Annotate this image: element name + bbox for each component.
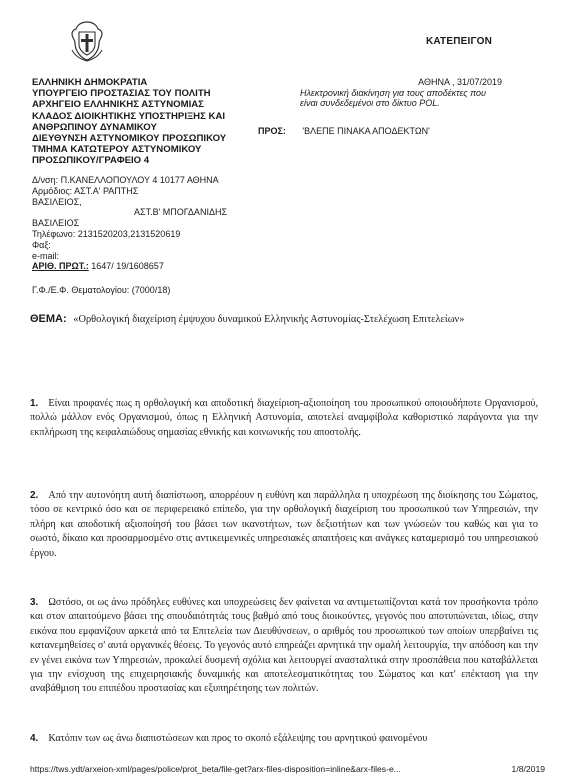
date-line: ΑΘΗΝΑ , 31/07/2019 [418, 77, 502, 87]
address-line: Δ/νση: Π.ΚΑΝΕΛΛΟΠΟΥΛΟΥ 4 10177 ΑΘΗΝΑ [32, 175, 219, 185]
phone-line: Τηλέφωνο: 2131520203,2131520619 [32, 228, 181, 239]
officer-line: ΑΣΤ.Β' ΜΠΟΓΔΑΝΙΔΗΣ [134, 207, 228, 218]
paragraph-text: Από την αυτονόητη αυτή διαπίστωση, απορρέουν η ευθύνη και παράλληλα η υποχρέωση της διοίκησης του Σώματος, τόσο σε κεντρικό όσο και σε περιφερειακό επίπεδο, για την ορθολογική διαχείριση του προσωπικού των Υπηρεσιών, την πλήρη και αποδοτική αξιοποίησή του βάσει των ικανοτήτων, των δεξιοτήτων και των γνώσεών του καθώς και για το σωστό, δίκαιο και προσαρμοσμένο στις αντικειμενικές υπηρεσιακές απαιτήσεις και ανάγκες καταμερισμό του υπηρεσιακού έργου. [30, 490, 538, 559]
subject-text: «Ορθολογική διαχείριση έμψυχου δυναμικού Ελληνικής Αστυνομίας-Στελέχωση Επιτελείων» [73, 314, 465, 325]
distribution-note: είναι συνδεδεμένοι στο δίκτυο POL. [300, 98, 440, 109]
paragraph-text: Ωστόσο, οι ως άνω πρόδηλες ευθύνες και υποχρεώσεις δεν φαίνεται να αντιμετωπίζονται κατά τον προσήκοντα τρόπο και στον απαιτούμενο βάσει της σπουδαιότητάς τους βαθμό από τους διοικούντες, γεγονός που αποτυπώνεται, ιδίως, στην εικόνα που εμφανίζουν αρκετά από τα Επιτελεία των Διευθύνσεων, ο αριθμός του προσωπικού των οποίων υπερβαίνει τις κατανεμηθείσες σ' αυτά οργανικές θέσεις. Το γεγονός αυτό επηρεάζει αρνητικά την ομαλή λειτουργία, την απόδοση και την εν γένει εικόνα των Υπηρεσιών, προκαλεί δυσμενή σχόλια και λειτουργεί ανασταλτικά στην προσπάθεια που καταβάλλεται για την ενίσχυση της επιχειρησιακής δυναμικής και αποτελεσματικότητας του Σώματος και κατ' επέκταση για την αναβάθμιση του επιπέδου προστασίας και εξυπηρέτησης των πολιτών. [30, 597, 538, 695]
officer-name-line: ΒΑΣΙΛΕΙΟΣ [32, 218, 80, 229]
paragraph-number: 3. [30, 597, 39, 608]
subject-block [30, 310, 535, 329]
footer-page: 1/8/2019 [511, 764, 545, 774]
officer-name-line: ΒΑΣΙΛΕΙΟΣ, [32, 196, 82, 207]
paragraph-3 [30, 596, 538, 697]
issuer-line: ΕΛΛΗΝΙΚΗ ΔΗΜΟΚΡΑΤΙΑ [32, 77, 148, 88]
protocol-label: ΑΡΙΘ. ΠΡΩΤ.: [32, 261, 89, 272]
date-block [300, 77, 510, 109]
paragraph-number: 2. [30, 490, 39, 501]
paragraph-1 [30, 397, 538, 440]
greek-coat-of-arms-seal [66, 20, 108, 62]
recipient-label: ΠΡΟΣ: [258, 126, 286, 136]
contact-block [32, 175, 282, 272]
paragraph-2 [30, 489, 538, 561]
subject-label: ΘΕΜΑ: [30, 313, 67, 325]
thematology-code: Γ.Φ./Ε.Φ. Θεματολογίου: (7000/18) [32, 285, 171, 295]
issuer-block [32, 77, 292, 167]
distribution-note: Ηλεκτρονική διακίνηση για τους αποδέκτες που [300, 87, 486, 98]
protocol-number: 1647/ 19/1608657 [91, 261, 164, 272]
print-footer [30, 764, 545, 774]
issuer-line: ΚΛΑΔΟΣ ΔΙΟΙΚΗΤΙΚΗΣ ΥΠΟΣΤΗΡΙΞΗΣ ΚΑΙ [32, 110, 226, 122]
paragraph-number: 1. [30, 398, 39, 409]
issuer-line: ΔΙΕΥΘΥΝΣΗ ΑΣΤΥΝΟΜΙΚΟΥ ΠΡΟΣΩΠΙΚΟΥ [32, 133, 227, 145]
fax-line: Φαξ: [32, 239, 51, 250]
footer-url: https://tws.ydt/arxeion-xml/pages/police/prot_beta/file-get?arx-files-disposition=inline&arx-files-e... [30, 764, 401, 774]
recipient-value: 'ΒΛΕΠΕ ΠΙΝΑΚΑ ΑΠΟΔΕΚΤΩΝ' [302, 126, 430, 136]
email-line: e-mail: [32, 250, 60, 261]
protocol-number-line [32, 261, 282, 272]
recipient-line [258, 126, 430, 136]
issuer-line: ΥΠΟΥΡΓΕΙΟ ΠΡΟΣΤΑΣΙΑΣ ΤΟΥ ΠΟΛΙΤΗ [32, 88, 211, 100]
issuer-line: ΠΡΟΣΩΠΙΚΟΥ/ΓΡΑΦΕΙΟ 4 [32, 155, 150, 167]
urgent-label: ΚΑΤΕΠΕΙΓΟΝ [426, 36, 493, 47]
officer-line: Αρμόδιος: ΑΣΤ.Α' ΡΑΠΤΗΣ [32, 185, 139, 196]
issuer-line: ΑΡΧΗΓΕΙΟ ΕΛΛΗΝΙΚΗΣ ΑΣΤΥΝΟΜΙΑΣ [32, 99, 204, 111]
paragraph-text: Είναι προφανές πως η ορθολογική και αποδοτική διαχείριση-αξιοποίηση του προσωπικού οποιουδήποτε Οργανισμού, πολλώ μάλλον ενός Οργανισμού, όπως η Ελληνική Αστυνομία, αποτελεί αναμφίβολα καθοριστικό παράγοντα για την εκπλήρωση της κεφαλαιώδους σημασίας εθνικής και κοινωνικής του αποστολής. [30, 398, 538, 438]
paragraph-number: 4. [30, 733, 39, 744]
issuer-line: ΑΝΘΡΩΠΙΝΟΥ ΔΥΝΑΜΙΚΟΥ [32, 121, 157, 133]
issuer-line: ΤΜΗΜΑ ΚΑΤΩΤΕΡΟΥ ΑΣΤΥΝΟΜΙΚΟΥ [32, 144, 202, 156]
paragraph-4 [30, 732, 538, 746]
paragraph-text: Κατόπιν των ως άνω διαπιστώσεων και προς το σκοπό εξάλειψης του αρνητικού φαινομένου [48, 733, 428, 744]
